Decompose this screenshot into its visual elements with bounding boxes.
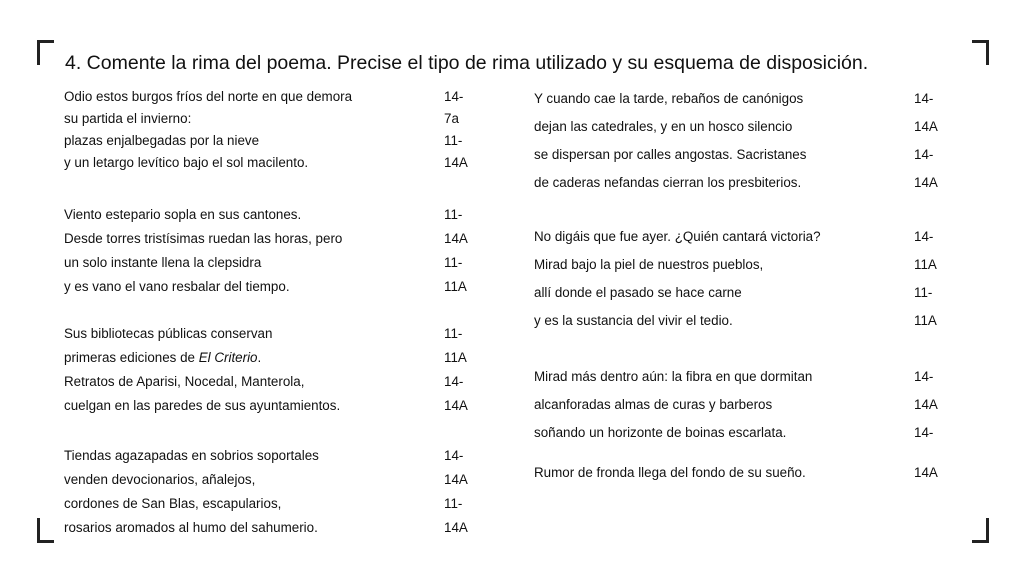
verse-meter: 11A xyxy=(444,350,467,365)
verse-text: cordones de San Blas, escapularios, xyxy=(64,496,282,511)
corner-bracket-bottom-left xyxy=(37,518,54,543)
verse-line xyxy=(64,394,484,418)
verse-meter: 11- xyxy=(914,285,933,300)
verse-line xyxy=(64,151,484,175)
corner-bracket-top-left xyxy=(37,40,54,65)
verse-line xyxy=(64,322,484,346)
verse-text: Mirad bajo la piel de nuestros pueblos, xyxy=(534,257,764,272)
verse-line xyxy=(534,421,954,445)
verse-text: cuelgan en las paredes de sus ayuntamientos. xyxy=(64,398,341,413)
verse-meter: 14A xyxy=(914,465,938,480)
verse-text xyxy=(64,346,261,370)
verse-meter: 11A xyxy=(914,257,937,272)
verse-text: de caderas nefandas cierran los presbiterios. xyxy=(534,175,802,190)
verse-line xyxy=(64,227,484,251)
verse-text: plazas enjalbegadas por la nieve xyxy=(64,133,260,148)
verse-line xyxy=(64,516,484,540)
verse-text: Mirad más dentro aún: la fibra en que dormitan xyxy=(534,369,813,384)
verse-text: un solo instante llena la clepsidra xyxy=(64,255,262,270)
verse-meter: 7a xyxy=(444,111,459,126)
verse-text: y un letargo levítico bajo el sol macilento. xyxy=(64,155,309,170)
verse-meter: 11A xyxy=(444,279,467,294)
verse-text-start: primeras ediciones de xyxy=(64,350,199,365)
verse-line xyxy=(64,346,484,370)
verse-text: y es la sustancia del vivir el tedio. xyxy=(534,313,733,328)
verse-meter: 14- xyxy=(914,91,934,106)
verse-text: Tiendas agazapadas en sobrios soportales xyxy=(64,448,319,463)
verse-text: se dispersan por calles angostas. Sacristanes xyxy=(534,147,807,162)
verse-text: allí donde el pasado se hace carne xyxy=(534,285,742,300)
verse-line xyxy=(64,492,484,516)
verse-meter: 14- xyxy=(914,147,934,162)
page-title: 4. Comente la rima del poema. Precise el tipo de rima utilizado y su esquema de disposición. xyxy=(65,52,869,74)
verse-meter: 11- xyxy=(444,326,463,341)
verse-text: dejan las catedrales, y en un hosco silencio xyxy=(534,119,793,134)
verse-line xyxy=(534,253,954,277)
verse-text: Odio estos burgos fríos del norte en que demora xyxy=(64,89,353,104)
verse-meter: 14- xyxy=(444,448,464,463)
verse-meter: 14A xyxy=(914,119,938,134)
verse-text: soñando un horizonte de boinas escarlata. xyxy=(534,425,787,440)
verse-meter: 14A xyxy=(444,231,468,246)
verse-line xyxy=(64,444,484,468)
verse-line xyxy=(64,129,484,153)
verse-line xyxy=(534,225,954,249)
corner-bracket-bottom-right xyxy=(972,518,989,543)
verse-line xyxy=(534,365,954,389)
verse-line xyxy=(64,107,484,131)
verse-text: Retratos de Aparisi, Nocedal, Manterola, xyxy=(64,374,305,389)
verse-text: su partida el invierno: xyxy=(64,111,192,126)
verse-text: Sus bibliotecas públicas conservan xyxy=(64,326,273,341)
verse-line xyxy=(534,171,954,195)
verse-meter: 14- xyxy=(914,425,934,440)
verse-line xyxy=(64,251,484,275)
verse-meter: 11- xyxy=(444,207,463,222)
verse-meter: 14- xyxy=(914,229,934,244)
verse-meter: 14- xyxy=(914,369,934,384)
verse-line xyxy=(64,203,484,227)
verse-text: Desde torres tristísimas ruedan las horas, pero xyxy=(64,231,343,246)
verse-line xyxy=(64,468,484,492)
verse-meter: 14A xyxy=(444,520,468,535)
verse-meter: 14A xyxy=(444,472,468,487)
verse-meter: 11- xyxy=(444,255,463,270)
verse-meter: 11- xyxy=(444,133,463,148)
verse-line xyxy=(534,115,954,139)
verse-meter: 11- xyxy=(444,496,463,511)
book-title: El Criterio xyxy=(198,350,258,365)
verse-text: y es vano el vano resbalar del tiempo. xyxy=(64,279,290,294)
verse-line xyxy=(534,281,954,305)
verse-meter: 14- xyxy=(444,89,464,104)
verse-text: Rumor de fronda llega del fondo de su sueño. xyxy=(534,465,806,480)
verse-text: alcanforadas almas de curas y barberos xyxy=(534,397,773,412)
verse-meter: 14- xyxy=(444,374,464,389)
verse-text: Viento estepario sopla en sus cantones. xyxy=(64,207,302,222)
verse-text: rosarios aromados al humo del sahumerio. xyxy=(64,520,318,535)
verse-line xyxy=(534,87,954,111)
verse-line xyxy=(534,143,954,167)
verse-line xyxy=(64,85,484,109)
verse-meter: 14A xyxy=(444,155,468,170)
verse-meter: 11A xyxy=(914,313,937,328)
verse-line xyxy=(64,275,484,299)
verse-line xyxy=(534,309,954,333)
verse-meter: 14A xyxy=(444,398,468,413)
corner-bracket-top-right xyxy=(972,40,989,65)
verse-meter: 14A xyxy=(914,175,938,190)
verse-line xyxy=(534,461,954,485)
verse-text-end: . xyxy=(257,350,262,365)
verse-meter: 14A xyxy=(914,397,938,412)
verse-text: No digáis que fue ayer. ¿Quién cantará victoria? xyxy=(534,229,821,244)
verse-text: venden devocionarios, añalejos, xyxy=(64,472,256,487)
verse-line xyxy=(534,393,954,417)
verse-text: Y cuando cae la tarde, rebaños de canónigos xyxy=(534,91,804,106)
verse-line xyxy=(64,370,484,394)
